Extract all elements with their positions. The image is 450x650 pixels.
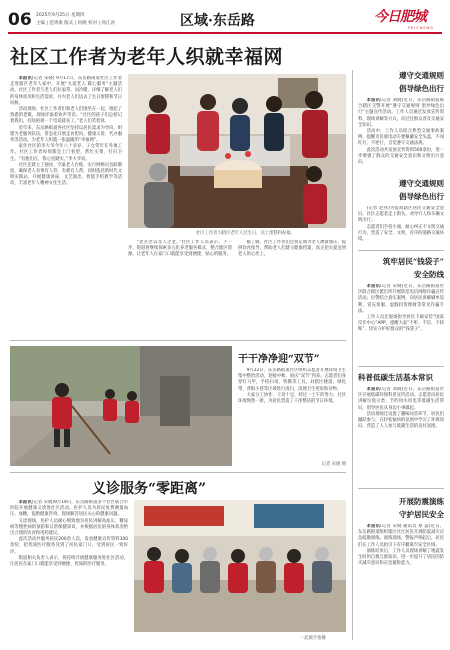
right-article-2-body — [358, 206, 444, 254]
clinic-paragraph-3: 此次活动共服务居民200余人次，发放健康宣传资料300余份，把优质医疗服务送到了居民家门口，受到居民一致好评。 — [10, 537, 128, 555]
lead-paragraph-5: 社区还建立了独居、空巢老人台账，实行网格员包联制度，确保老人有事有人管、有难有人帮。同时依托新时代文明实践站，开展健康讲座、文艺演出、智能手机教学等活动，丰富老年人精神文化生活。 — [10, 162, 122, 187]
right-article-4-headline: 科普低碳生活基本常识 — [358, 373, 433, 382]
right-article-1-p2: 活动中，工作人员结合典型交通事故案例，提醒市民骑电动车要佩戴安全头盔，不闯红灯、不逆行，自觉遵守交通法规。 — [358, 129, 444, 147]
right-divider-2 — [358, 366, 444, 367]
lead-body-col2 — [128, 240, 232, 336]
right-article-3 — [358, 256, 444, 366]
clinic-body-col1 — [10, 500, 128, 638]
right-article-2 — [358, 178, 444, 254]
cleaning-paragraph-2: 大家分工协作、干劲十足，经过一上午的努力，社区环境焕然一新，为居民营造了干净整洁的节日环境。 — [238, 392, 346, 405]
right-article-4-p1: (记者 刘晓)近日，东岳路街道社区开展低碳环保科普宣传活动。志愿者向居民讲解垃圾分类、节约用水用电等低碳生活常识，倡导居民从身边小事做起。 — [358, 387, 444, 411]
right-article-2-headline-b: 倡导绿色出行 — [399, 192, 444, 201]
right-article-4-p2: 活动现场还设置了趣味问答环节，居民们踊跃参与，在轻松愉快的氛围中学习了环保知识，营造了人人参与低碳生活的良好氛围。 — [358, 411, 444, 430]
right-article-2-headline-a: 遵守交通规则 — [399, 179, 444, 188]
cleaning-paragraph-1: 9月22日，东岳路街道社区组织志愿者开展环境卫生集中整治活动，迎接中秋、国庆“双节”到来。志愿者们身穿红马甲，手持扫帚、铁锹等工具，对辖区楼道、绿化带、背街小巷等区域进行清扫，清理卫生死角和杂物。 — [238, 368, 346, 392]
clinic-photo-caption: 一起做手指操 — [300, 636, 326, 641]
section-title: 区域·东岳路 — [180, 13, 255, 29]
lead-paragraph-7: 据了解，社区工作者们还将定期为老人测量血压、提供饮食指导，帮助老人们建立健康档案，真正把关爱送到老人的心坎上。 — [238, 240, 346, 258]
brand-subtitle: FEICHENG — [408, 26, 434, 30]
right-article-3-p1: (记者 宋晓)近日，东岳路街道社区联合辖区派出所开展防范电信网络诈骗宣传活动。民警结合真实案例，向居民讲解刷单返利、冒充客服、虚假投资理财等常见诈骗手法。 — [358, 284, 444, 314]
right-article-5-headline-a: 开展防震演练 — [399, 497, 444, 506]
brand-name: 今日肥城 — [374, 9, 426, 25]
vertical-divider-upper — [352, 70, 353, 640]
masthead — [0, 0, 450, 40]
middle-bottom-divider — [10, 472, 346, 473]
lead-paragraph-6: “老吾老以及人之老。”社区工作人员表示，下一步，街道将继续探索多元化养老服务模式，整合辖区资源，让老年人在家门口就能享受到便捷、贴心的服务。 — [128, 240, 232, 258]
right-article-1 — [358, 70, 444, 190]
lead-paragraph-3: 近年来，东岳路街道各社区坚持以居民需求为导向，组建为老服务队伍，常态化开展走访慰问、健康义诊、代办服务等活动，为老年人织就一张温暖的“幸福网”。 — [10, 125, 122, 144]
right-article-1-p1: (记者 刘晓)近日，东岳路街道联合辖区交警开展“遵守交通规则 倡导绿色出行”主题宣传活动。工作人员通过发放宣传资料、现场讲解等方式，向过往群众普及交通安全知识。 — [358, 98, 444, 128]
lead-body-col1 — [10, 76, 122, 336]
cleaning-photo — [10, 346, 232, 466]
right-article-3-p2: 工作人员还现场指导居民下载安装“国家反诈中心”APP，提醒大家“不听、不信、不转账”，切实守护好群众的“钱袋子”。 — [358, 315, 444, 333]
right-article-1-headline-a: 遵守交通规则 — [399, 71, 444, 80]
lead-photo-caption: 社区工作者为辖区老年人过生日，送上蛋糕和祝福。 — [196, 231, 295, 236]
clinic-photo-illustration — [134, 500, 346, 632]
date-line: 2025年9月25日 星期四 — [36, 13, 85, 18]
lead-paragraph-1: (记者 宋晓) 9月17日，东岳路街道社区工作者走进辖区老年人家中，开展“关爱老人 暖心服务”主题活动。社区工作者与老人们拉家常、问冷暖，详细了解老人们的身体状况和生活需求，并为老人们送去了生日蛋糕和节日问候。 — [10, 76, 122, 106]
cleaning-credit: 记者 宋晓 摄 — [321, 462, 346, 467]
lead-paragraph-4: 家住社区的李大爷今年八十多岁，子女常年在外地工作。社区工作者每周都会上门看望，帮忙买菜、打扫卫生。“有他们在，我心里踏实。”李大爷说。 — [10, 144, 122, 162]
clinic-paragraph-1: (记者 宋晓)9月19日，东岳路街道多个社区联合市医院开展健康义诊进社区活动。医护人员为居民免费测量血压、血糖，提供健康咨询，现场解答居民关心的健康问题。 — [10, 500, 128, 518]
cleaning-headline: 干干净净迎“双节” — [238, 354, 320, 365]
lead-body-col3 — [238, 240, 346, 336]
right-article-5-body — [358, 524, 444, 642]
right-article-3-byline: 本报讯 — [366, 284, 381, 289]
right-article-1-body — [358, 98, 444, 190]
lead-photo-illustration — [128, 74, 346, 228]
clinic-photo — [134, 500, 346, 632]
right-article-1-byline: 本报讯 — [366, 98, 381, 103]
right-article-1-headline-b: 倡导绿色出行 — [399, 84, 444, 93]
right-article-4-body — [358, 387, 444, 487]
editor-line: 主编 | 范禹康 版式 | 何晓 校对 | 孙江涛 — [36, 21, 115, 26]
right-divider-1 — [358, 250, 444, 251]
right-article-4 — [358, 372, 444, 487]
page-number: 06 — [8, 10, 32, 30]
lead-paragraph-2: 活动现场，社区工作者们和老人们围坐在一起，唱起了熟悉的老歌，现场洋溢着欢声笑语。“社区的孩子们总惦记着我们，有啥困难一个电话就来了。”老人们笑着说。 — [10, 107, 122, 125]
clinic-paragraph-4: 街道相关负责人表示，将持续开展健康服务进社区活动，让居民在家门口就能享受到便捷、优质的医疗服务。 — [10, 555, 128, 568]
clinic-byline: 本报讯 — [18, 500, 32, 505]
right-article-5-headline-b: 守护居民安全 — [399, 510, 444, 519]
lead-byline: 本报讯 — [18, 76, 32, 81]
clinic-headline: 义诊服务“零距离” — [92, 481, 207, 497]
lead-headline: 社区工作者为老年人织就幸福网 — [10, 46, 284, 68]
right-article-5 — [358, 496, 444, 642]
right-divider-3 — [358, 488, 444, 489]
right-article-5-byline: 本报讯 — [366, 524, 381, 529]
lead-bottom-divider — [10, 340, 346, 341]
right-article-3-headline-a: 筑牢居民“钱袋子” — [382, 257, 444, 266]
lead-photo — [128, 74, 346, 228]
right-article-3-body — [358, 284, 444, 366]
right-article-5-p1: (记者 宋晓 通讯员 蔡 蕊)近日，东岳路街道组织辖区社区居民开展防震减灾应急疏散演练。演练现场，警报声响起后，居民们在工作人员指引下有序撤离至安全区域。 — [358, 524, 444, 548]
right-article-4-byline: 本报讯 — [366, 387, 381, 392]
right-article-3-headline-b: 安全防线 — [414, 270, 444, 279]
cleaning-body — [238, 368, 346, 460]
cleaning-photo-illustration — [10, 346, 232, 466]
brand-logo — [374, 6, 444, 28]
right-article-5-p2: 演练结束后，工作人员现场讲解了地震发生时的自救互救知识，进一步提升了居民的防灾减灾意识和应急避险能力。 — [358, 548, 444, 567]
right-article-1-p3: 此次活动共发放宣传资料500余份，进一步增强了群众的交通安全意识和文明出行意识。 — [358, 147, 444, 166]
masthead-rule — [8, 32, 442, 34]
right-article-2-p2: 志愿者们手持小旗，耐心纠正不文明交通行为，营造了安全、文明、有序的道路交通环境。 — [358, 224, 444, 243]
clinic-paragraph-2: 义诊现场，医护人员耐心细致地为居民讲解高血压、糖尿病等慢性病的预防和日常保健知识，并根据居民的身体状况给出合理的饮食和用药建议。 — [10, 518, 128, 537]
right-article-2-p1: (记者 赵亮)为提高辖区居民交通安全意识，社区志愿者走上街头，劝导行人和车辆文明出行。 — [358, 206, 444, 224]
